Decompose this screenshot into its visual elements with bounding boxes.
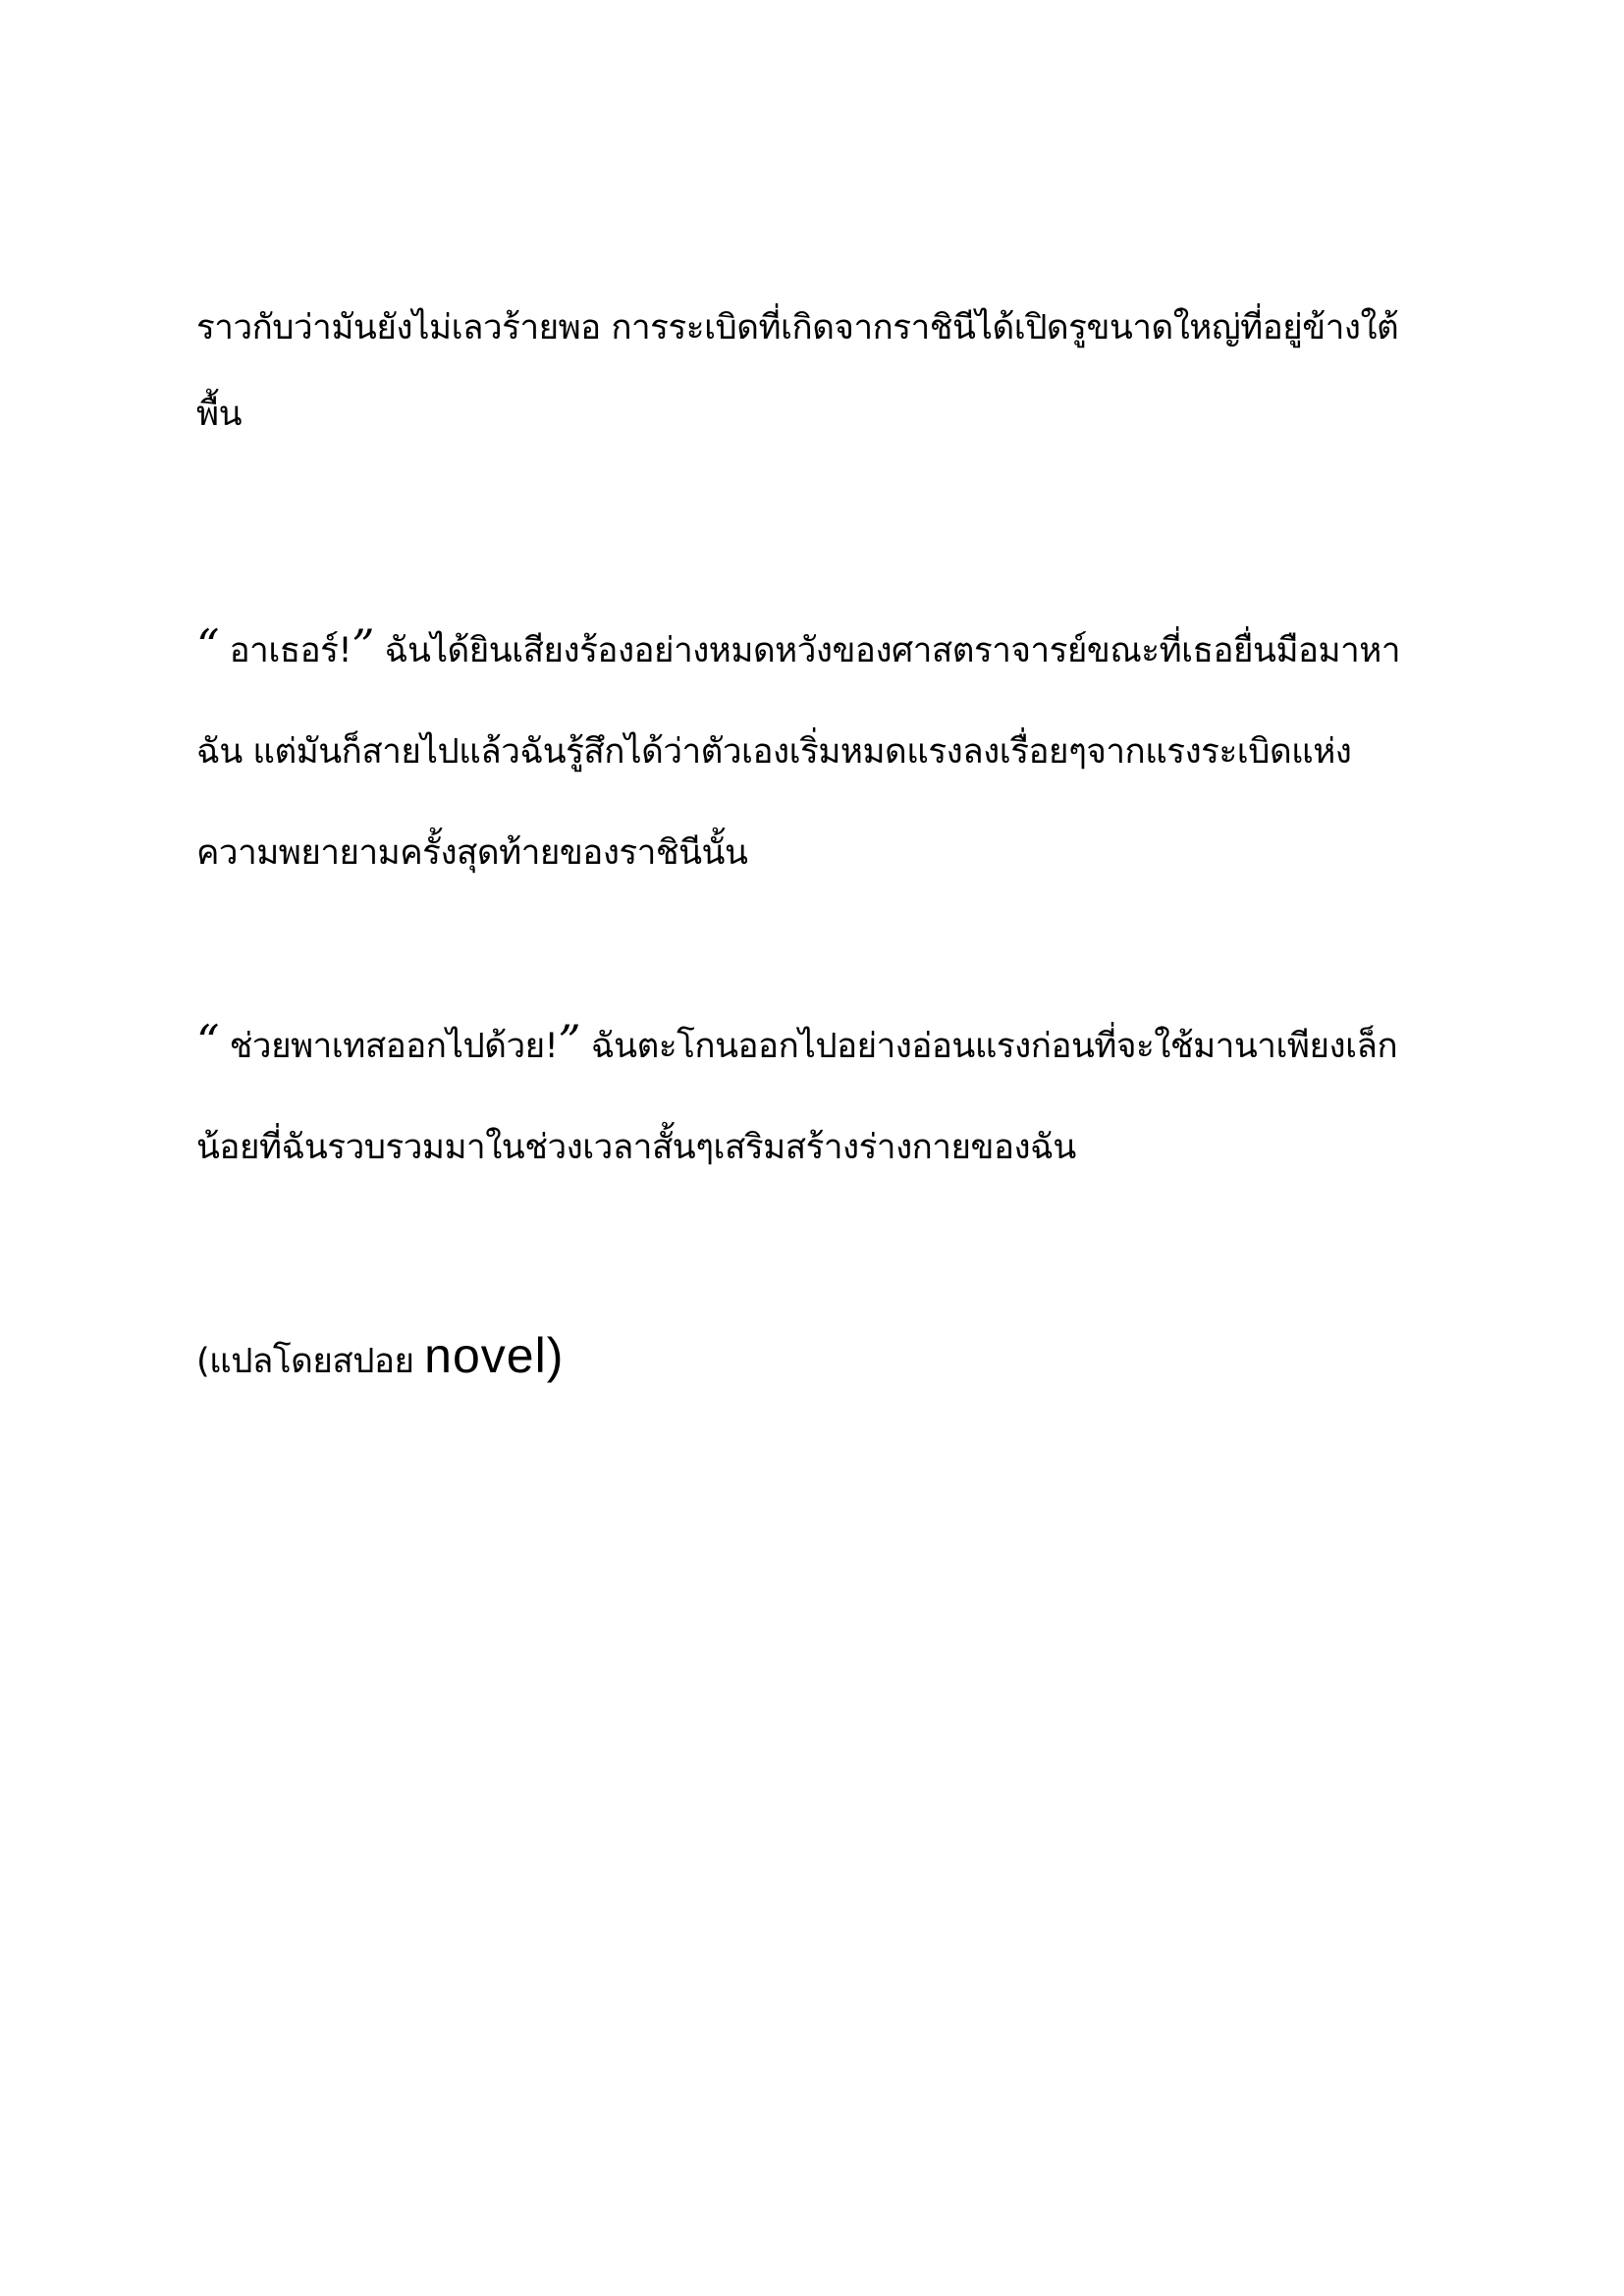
- open-quote: “: [196, 1015, 220, 1068]
- translator-credit: [196, 1306, 1434, 1413]
- close-quote: ”: [558, 1015, 581, 1068]
- dialogue-text: ช่วยพาเทสออกไปด้วย!: [219, 1027, 559, 1066]
- credit-latin: novel): [424, 1328, 565, 1383]
- credit-prefix: (แปลโดยสปอย: [196, 1342, 425, 1381]
- open-quote: “: [196, 619, 220, 672]
- paragraph-1-text: ราวกับว่ามันยังไม่เลวร้ายพอ การระเบิดที่เกิดจากราชินีได้เปิดรูขนาดใหญ่ที่อยู่ข้างใต้พื้น: [196, 308, 1399, 434]
- narration-text: ฉันได้ยินเสียงร้องอย่างหมดหวังของศาสตราจารย์ขณะที่เธอยื่นมือมาหาฉัน แต่มันก็สายไปแล้วฉันรู้สึกได้ว่าตัวเองเริ่มหมดแรงลงเรื่อยๆจากแรงระเบิดแห่งความพยายามครั้งสุดท้ายของราชินีนั้น: [196, 631, 1400, 873]
- paragraph-2: [196, 601, 1434, 904]
- paragraph-3: [196, 996, 1434, 1199]
- narration-text: ฉันตะโกนออกไปอย่างอ่อนแรงก่อนที่จะใช้มานาเพียงเล็กน้อยที่ฉันรวบรวมมาในช่วงเวลาสั้นๆเสริมสร้างร่างกายของฉัน: [196, 1027, 1398, 1167]
- paragraph-1: [196, 285, 1434, 457]
- dialogue-text: อาเธอร์!: [219, 631, 352, 670]
- close-quote: ”: [352, 619, 375, 672]
